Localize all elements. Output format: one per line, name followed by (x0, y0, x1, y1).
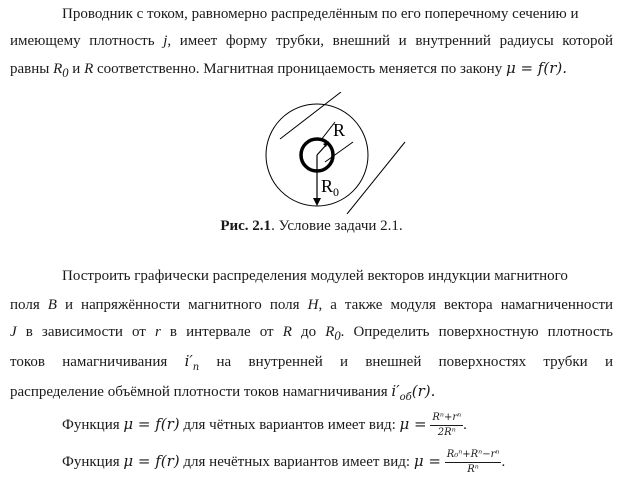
problem-text: соответственно. Магнитная проницаемость меняется по закону (96, 61, 503, 77)
symbol-R: R (84, 61, 94, 77)
symbol-j: j (163, 33, 168, 49)
problem-line-2 (10, 33, 613, 50)
odd-formula: $\frac{\text{R₀ⁿ+Rⁿ−rⁿ}}{\text{Rⁿ}}$ (446, 449, 500, 475)
symbol-i-surface: $i'_п$ (184, 352, 200, 373)
figure-caption (0, 218, 623, 235)
tube-edge-line (280, 92, 341, 139)
problem-text: равны (10, 61, 50, 77)
tube-edge-line (347, 142, 405, 214)
symbol-J: J (10, 324, 17, 340)
problem-line-3 (10, 59, 567, 81)
label-R0: $R_0$ (321, 176, 340, 199)
caption-text: . Условие задачи 2.1. (271, 218, 403, 234)
task-line-5: распределение объёмной плотности токов намагничивания $i'_{об}(r)$. (10, 382, 436, 403)
function-odd: Функция μ = f(r) для нечётных вариантов имеет вид: μ = $\frac{\text{R₀ⁿ+Rⁿ−rⁿ}}{\text{Rⁿ}}$ . (62, 449, 506, 475)
task-line-1 (62, 268, 568, 285)
problem-text: имеющему плотность (10, 33, 155, 49)
symbol-H: H (307, 297, 319, 313)
problem-text: и (72, 61, 81, 77)
function-even: Функция μ = f(r) для чётных вариантов имеет вид: μ = $\frac{\text{Rⁿ+rⁿ}}{\text{2Rⁿ}}$ . (62, 412, 467, 438)
task-line-4: токов намагничивания $i'_п$ на внутренней и внешней поверхностях трубки и (10, 352, 614, 373)
task-line-2: поля B и напряжённости магнитного поля H, а также модуля вектора намагниченности (10, 297, 614, 313)
odd-law: μ = f(r) (123, 451, 180, 470)
task-line-3: J в зависимости от r в интервале от R до $R_0$. Определить поверхностную плотность (10, 324, 614, 343)
symbol-i-volume: $i'_{об}(r)$. (391, 382, 436, 403)
label-R: R (333, 120, 346, 140)
symbol-R0: $R_0$ (325, 324, 341, 343)
problem-text: , имеет форму трубки, внешний и внутренний радиусы которой (167, 33, 614, 49)
symbol-r: r (154, 324, 161, 340)
problem-text: Проводник с током, равномерно распределённым по его поперечному сечению и (62, 6, 579, 22)
even-law: μ = f(r) (123, 414, 180, 433)
symbol-R0: $R_0$ (53, 61, 69, 80)
symbol-R: R (282, 324, 292, 340)
even-formula: $\frac{\text{Rⁿ+rⁿ}}{\text{2Rⁿ}}$ (432, 412, 462, 438)
caption-number: Рис. 2.1 (220, 218, 272, 234)
permeability-law: μ = f(r). (505, 59, 568, 77)
tube-figure (255, 92, 415, 214)
problem-line-1 (62, 6, 578, 23)
task-text: Построить графически распределения модулей векторов индукции магнитного (62, 268, 568, 284)
arrowhead-icon (313, 198, 321, 206)
symbol-B: B (47, 297, 57, 313)
